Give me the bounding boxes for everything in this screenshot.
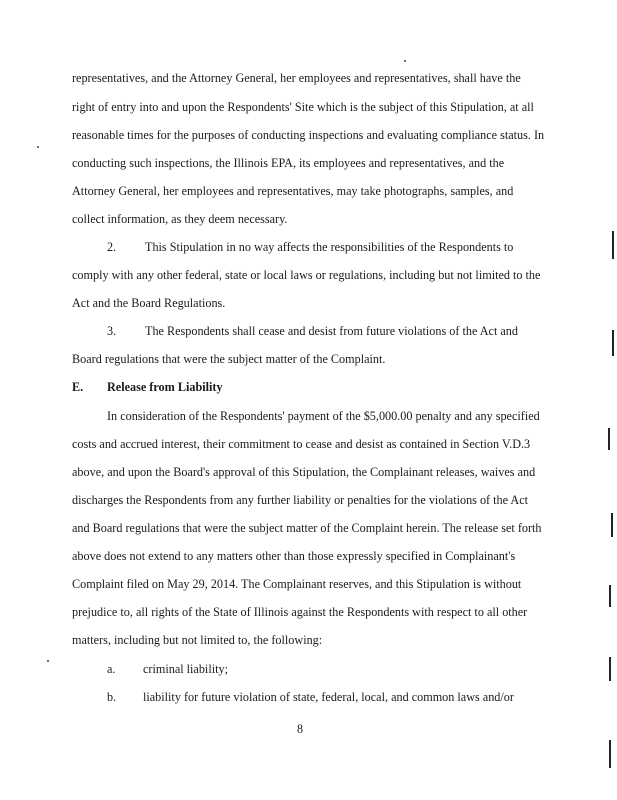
list-item: criminal liability; [143,662,228,676]
paragraph-line: Board regulations that were the subject matter of the Complaint. [72,352,386,366]
paragraph-line: reasonable times for the purposes of conducting inspections and evaluating compliance status. In [72,128,545,142]
paragraph-line: prejudice to, all rights of the State of Illinois against the Respondents with respect to all other [72,605,528,619]
page-number: 8 [297,722,304,736]
section-letter: E. [72,380,84,394]
paragraph-line: and Board regulations that were the subject matter of the Complaint herein. The release set forth [72,521,542,535]
list-letter: a. [107,662,116,676]
margin-change-bar [609,585,611,607]
paragraph-line: Complaint filed on May 29, 2014. The Complainant reserves, and this Stipulation is without [72,577,522,591]
paragraph-line: right of entry into and upon the Respondents' Site which is the subject of this Stipulation, at all [72,100,534,114]
paragraph-line: conducting such inspections, the Illinois EPA, its employees and representatives, and the [72,156,505,170]
paragraph-line: comply with any other federal, state or local laws or regulations, including but not limited to the [72,268,541,282]
paragraph-line: above, and upon the Board's approval of this Stipulation, the Complainant releases, waives and [72,465,536,479]
margin-change-bar [608,428,610,450]
paragraph-line: collect information, as they deem necessary. [72,212,288,226]
margin-change-bar [609,657,611,681]
paragraph-line: Act and the Board Regulations. [72,296,226,310]
margin-change-bar [612,231,614,259]
paragraph-line: This Stipulation in no way affects the responsibilities of the Respondents to [145,240,514,254]
section-heading: Release from Liability [107,380,223,394]
margin-change-bar [609,740,611,768]
paragraph-line: above does not extend to any matters other than those expressly specified in Complainant's [72,549,516,563]
scan-speck [47,660,49,662]
paragraph-line: The Respondents shall cease and desist from future violations of the Act and [145,324,518,338]
paragraph-line: representatives, and the Attorney General, her employees and representatives, shall have the [72,71,521,85]
scan-speck [37,146,39,148]
paragraph-line: costs and accrued interest, their commitment to cease and desist as contained in Section V.D.3 [72,437,531,451]
paragraph-line: matters, including but not limited to, the following: [72,633,323,647]
scan-speck [404,60,406,62]
paragraph-line: discharges the Respondents from any further liability or penalties for the violations of the Act [72,493,529,507]
list-letter: b. [107,690,117,704]
list-item: liability for future violation of state, federal, local, and common laws and/or [143,690,514,704]
paragraph-line: In consideration of the Respondents' payment of the $5,000.00 penalty and any specified [107,409,540,423]
paragraph-line: Attorney General, her employees and representatives, may take photographs, samples, and [72,184,514,198]
item-number: 3. [107,324,117,338]
margin-change-bar [611,513,613,537]
margin-change-bar [612,330,614,356]
item-number: 2. [107,240,117,254]
